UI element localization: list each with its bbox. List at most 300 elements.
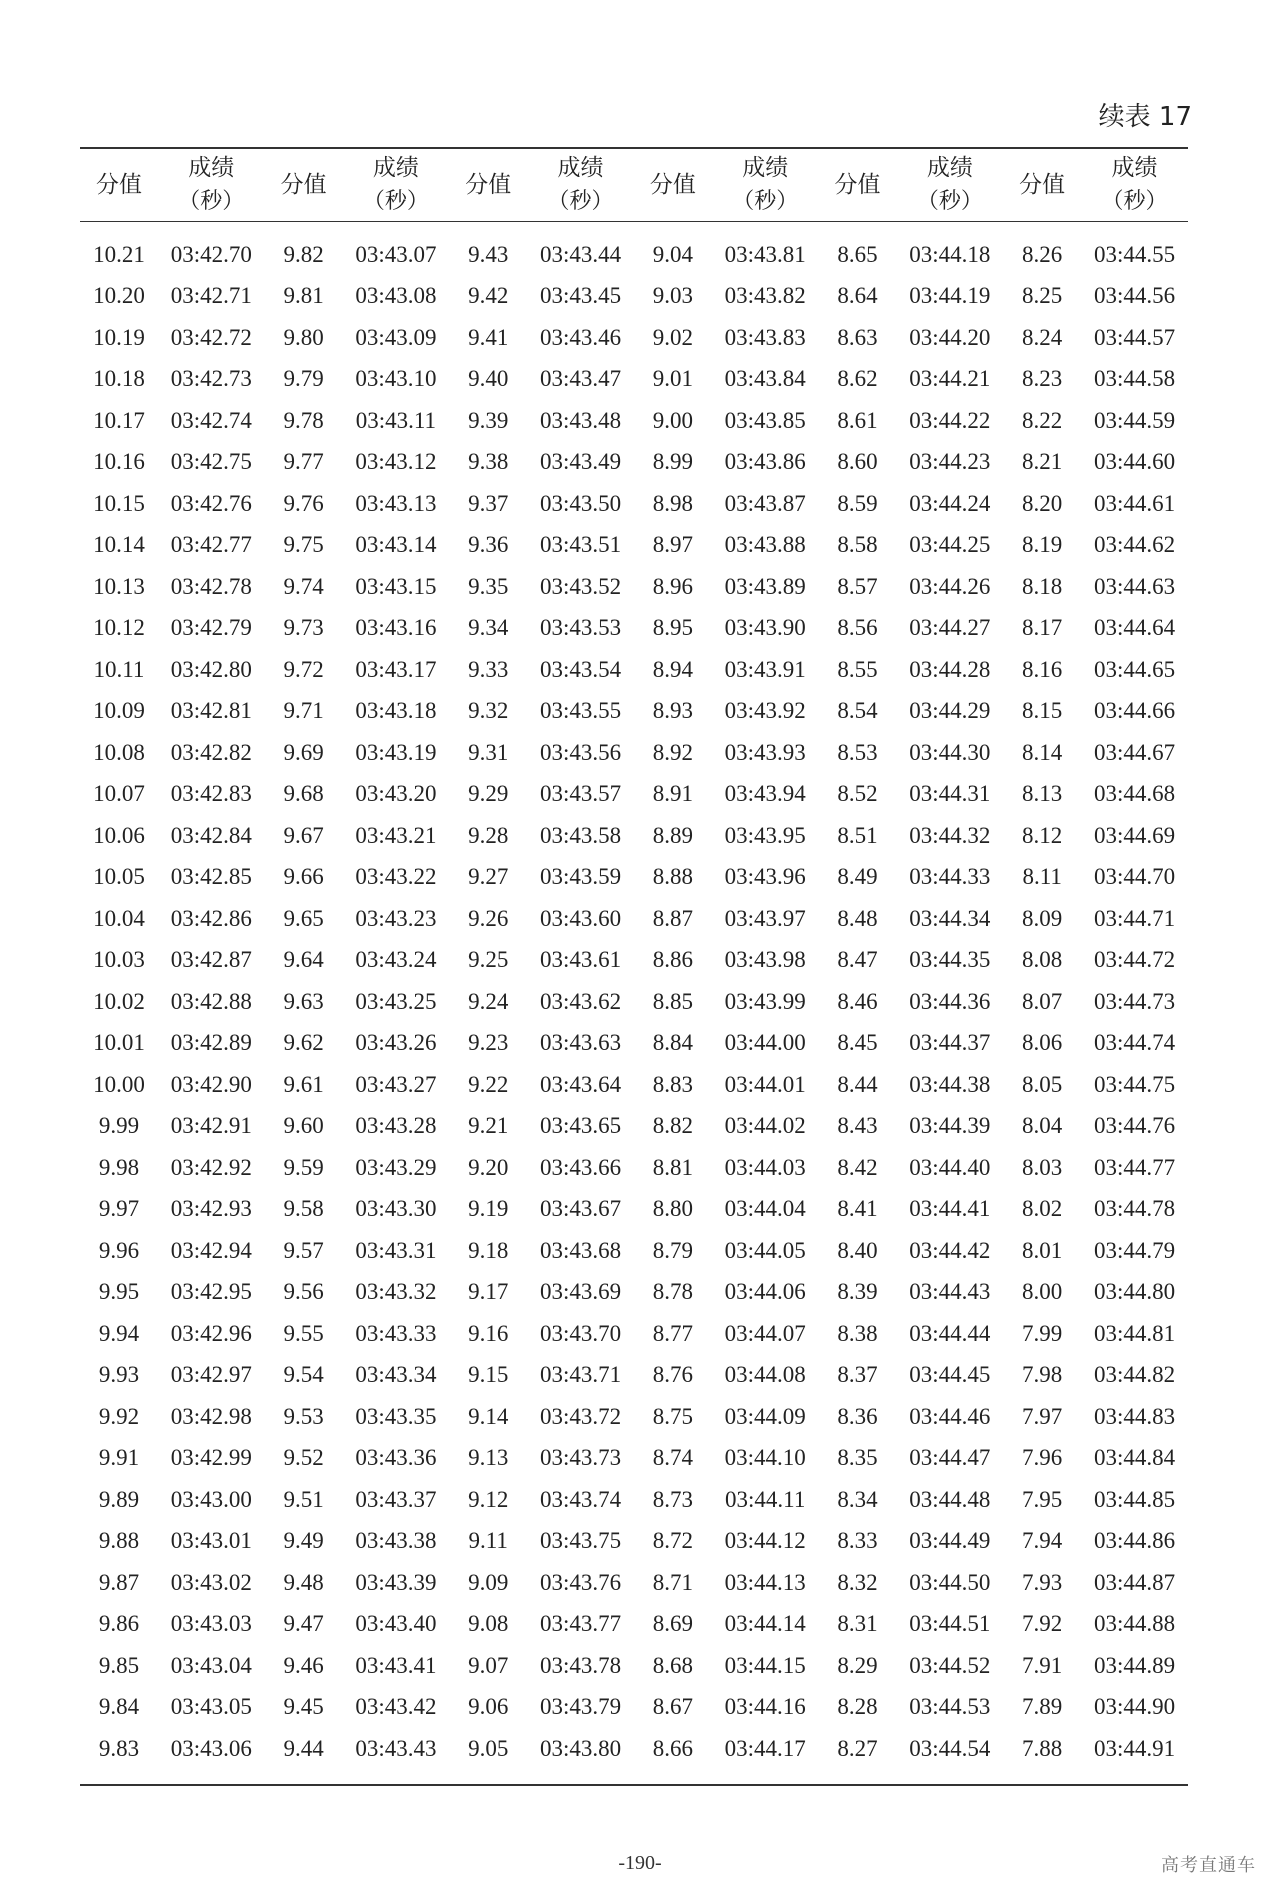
time-cell: 03:44.47 — [909, 1445, 991, 1471]
time-cell: 03:43.21 — [355, 822, 437, 848]
table-row — [80, 1562, 1188, 1604]
time-cell: 03:42.93 — [170, 1196, 252, 1222]
score-cell: 9.00 — [652, 407, 693, 433]
score-cell: 10.18 — [93, 366, 145, 392]
time-cell: 03:44.62 — [1093, 532, 1176, 558]
time-cell: 03:44.51 — [909, 1611, 991, 1637]
score-cell: 10.06 — [93, 822, 145, 848]
score-cell: 8.74 — [652, 1445, 693, 1471]
time-cell: 03:44.86 — [1093, 1528, 1176, 1554]
time-cell: 03:44.88 — [1093, 1611, 1176, 1637]
score-cell: 9.47 — [283, 1611, 324, 1637]
time-cell: 03:44.35 — [909, 947, 991, 973]
time-cell: 03:43.44 — [539, 241, 622, 267]
time-cell: 03:43.01 — [170, 1528, 252, 1554]
score-cell: 10.17 — [93, 407, 145, 433]
table-row — [80, 1023, 1188, 1065]
time-cell: 03:42.73 — [170, 366, 252, 392]
score-cell: 8.44 — [837, 1071, 878, 1097]
score-cell: 7.98 — [1022, 1362, 1063, 1388]
score-cell: 9.72 — [283, 656, 324, 682]
table-row — [80, 483, 1188, 525]
score-cell: 8.82 — [652, 1113, 693, 1139]
score-cell: 9.03 — [652, 283, 693, 309]
table-row — [80, 1272, 1188, 1314]
score-cell: 8.08 — [1022, 947, 1063, 973]
time-cell: 03:43.12 — [355, 449, 437, 475]
score-cell: 9.48 — [283, 1569, 324, 1595]
time-cell: 03:43.50 — [539, 490, 622, 516]
time-cell: 03:44.20 — [909, 324, 991, 350]
time-cell: 03:44.31 — [909, 781, 991, 807]
score-cell: 9.39 — [468, 407, 509, 433]
time-cell: 03:42.95 — [170, 1279, 252, 1305]
time-cell: 03:44.24 — [909, 490, 991, 516]
score-cell: 9.99 — [98, 1113, 140, 1139]
time-cell: 03:44.61 — [1093, 490, 1176, 516]
time-cell: 03:43.60 — [539, 905, 622, 931]
header-unit: （秒） — [732, 189, 799, 214]
score-cell: 9.38 — [468, 449, 509, 475]
score-cell: 9.09 — [468, 1569, 509, 1595]
time-cell: 03:43.20 — [355, 781, 437, 807]
table-row — [80, 276, 1188, 318]
time-cell: 03:43.32 — [355, 1279, 437, 1305]
time-cell: 03:43.43 — [355, 1735, 437, 1761]
score-cell: 10.21 — [93, 241, 145, 267]
time-cell: 03:43.04 — [170, 1652, 252, 1678]
time-cell: 03:43.25 — [355, 988, 437, 1014]
time-cell: 03:44.18 — [909, 241, 991, 267]
score-cell: 9.68 — [283, 781, 324, 807]
time-cell: 03:43.23 — [355, 905, 437, 931]
score-cell: 8.96 — [652, 573, 693, 599]
time-cell: 03:42.74 — [170, 407, 252, 433]
score-cell: 9.75 — [283, 532, 324, 558]
score-cell: 9.04 — [652, 241, 693, 267]
time-cell: 03:43.70 — [539, 1320, 622, 1346]
score-cell: 10.12 — [93, 615, 145, 641]
time-cell: 03:44.78 — [1093, 1196, 1176, 1222]
table-row — [80, 898, 1188, 940]
header-score — [265, 148, 343, 222]
score-cell: 8.72 — [652, 1528, 693, 1554]
score-cell: 9.16 — [468, 1320, 509, 1346]
time-cell: 03:44.41 — [909, 1196, 991, 1222]
time-cell: 03:43.09 — [355, 324, 437, 350]
time-cell: 03:44.48 — [909, 1486, 991, 1512]
score-cell: 9.44 — [283, 1735, 324, 1761]
score-cell: 9.89 — [98, 1486, 140, 1512]
score-cell: 9.45 — [283, 1694, 324, 1720]
score-cell: 8.18 — [1022, 573, 1063, 599]
time-cell: 03:44.84 — [1093, 1445, 1176, 1471]
time-cell: 03:43.63 — [539, 1030, 622, 1056]
time-cell: 03:44.59 — [1093, 407, 1176, 433]
table-row — [80, 1189, 1188, 1231]
time-cell: 03:42.82 — [170, 739, 252, 765]
score-cell: 9.23 — [468, 1030, 509, 1056]
score-cell: 10.19 — [93, 324, 145, 350]
time-cell: 03:44.80 — [1093, 1279, 1176, 1305]
score-cell: 9.87 — [98, 1569, 140, 1595]
score-cell: 8.77 — [652, 1320, 693, 1346]
score-cell: 10.09 — [93, 698, 145, 724]
score-cell: 8.83 — [652, 1071, 693, 1097]
score-cell: 8.60 — [837, 449, 878, 475]
time-cell: 03:42.84 — [170, 822, 252, 848]
table-row — [80, 317, 1188, 359]
table-row — [80, 1147, 1188, 1189]
score-cell: 8.17 — [1022, 615, 1063, 641]
score-cell: 9.19 — [468, 1196, 509, 1222]
time-cell: 03:43.80 — [539, 1735, 622, 1761]
score-cell: 9.57 — [283, 1237, 324, 1263]
score-cell: 9.06 — [468, 1694, 509, 1720]
score-cell: 9.78 — [283, 407, 324, 433]
table-row — [80, 940, 1188, 982]
time-cell: 03:43.02 — [170, 1569, 252, 1595]
table-row — [80, 1645, 1188, 1687]
score-cell: 9.49 — [283, 1528, 324, 1554]
score-cell: 8.33 — [837, 1528, 878, 1554]
score-cell: 8.46 — [837, 988, 878, 1014]
score-cell: 7.92 — [1022, 1611, 1063, 1637]
score-cell: 9.59 — [283, 1154, 324, 1180]
time-cell: 03:43.77 — [539, 1611, 622, 1637]
score-cell: 7.88 — [1022, 1735, 1063, 1761]
score-table — [80, 147, 1188, 1786]
score-cell: 9.91 — [98, 1445, 140, 1471]
time-cell: 03:44.23 — [909, 449, 991, 475]
header-score — [80, 148, 158, 222]
time-cell: 03:44.22 — [909, 407, 991, 433]
page-number: -190- — [618, 1852, 662, 1874]
time-cell: 03:43.53 — [539, 615, 622, 641]
score-cell: 8.76 — [652, 1362, 693, 1388]
header-time — [343, 148, 450, 222]
score-cell: 9.42 — [468, 283, 509, 309]
score-cell: 8.56 — [837, 615, 878, 641]
time-cell: 03:44.77 — [1093, 1154, 1176, 1180]
time-cell: 03:42.98 — [170, 1403, 252, 1429]
time-cell: 03:43.76 — [539, 1569, 622, 1595]
score-cell: 9.86 — [98, 1611, 140, 1637]
score-cell: 9.27 — [468, 864, 509, 890]
score-cell: 8.28 — [837, 1694, 878, 1720]
score-cell: 8.36 — [837, 1403, 878, 1429]
score-cell: 9.65 — [283, 905, 324, 931]
time-cell: 03:43.14 — [355, 532, 437, 558]
time-cell: 03:43.68 — [539, 1237, 622, 1263]
header-label: 成绩 — [372, 155, 419, 181]
time-cell: 03:43.39 — [355, 1569, 437, 1595]
score-cell: 8.93 — [652, 698, 693, 724]
score-cell: 8.54 — [837, 698, 878, 724]
score-cell: 10.02 — [93, 988, 145, 1014]
time-cell: 03:42.80 — [170, 656, 252, 682]
score-cell: 8.51 — [837, 822, 878, 848]
time-cell: 03:43.48 — [539, 407, 622, 433]
score-cell: 8.20 — [1022, 490, 1063, 516]
time-cell: 03:44.03 — [724, 1154, 806, 1180]
time-cell: 03:44.68 — [1093, 781, 1176, 807]
time-cell: 03:44.50 — [909, 1569, 991, 1595]
score-cell: 8.62 — [837, 366, 878, 392]
score-cell: 8.75 — [652, 1403, 693, 1429]
score-cell: 9.18 — [468, 1237, 509, 1263]
time-cell: 03:43.83 — [724, 324, 806, 350]
score-cell: 10.04 — [93, 905, 145, 931]
time-cell: 03:44.66 — [1093, 698, 1176, 724]
header-label: 分值 — [649, 172, 696, 198]
time-cell: 03:43.98 — [724, 947, 806, 973]
time-cell: 03:43.33 — [355, 1320, 437, 1346]
time-cell: 03:44.75 — [1093, 1071, 1176, 1097]
time-cell: 03:42.79 — [170, 615, 252, 641]
time-cell: 03:44.08 — [724, 1362, 806, 1388]
time-cell: 03:44.53 — [909, 1694, 991, 1720]
score-cell: 8.59 — [837, 490, 878, 516]
time-cell: 03:43.54 — [539, 656, 622, 682]
score-cell: 8.86 — [652, 947, 693, 973]
time-cell: 03:43.45 — [539, 283, 622, 309]
score-cell: 8.42 — [837, 1154, 878, 1180]
score-cell: 9.36 — [468, 532, 509, 558]
time-cell: 03:43.81 — [724, 241, 806, 267]
score-cell: 9.76 — [283, 490, 324, 516]
score-cell: 8.24 — [1022, 324, 1063, 350]
score-cell: 8.25 — [1022, 283, 1063, 309]
score-cell: 9.01 — [652, 366, 693, 392]
score-cell: 9.29 — [468, 781, 509, 807]
header-unit: （秒） — [547, 189, 614, 214]
score-cell: 8.16 — [1022, 656, 1063, 682]
table-row — [80, 1687, 1188, 1729]
time-cell: 03:43.29 — [355, 1154, 437, 1180]
table-row — [80, 1230, 1188, 1272]
time-cell: 03:42.75 — [170, 449, 252, 475]
time-cell: 03:43.87 — [724, 490, 806, 516]
time-cell: 03:44.60 — [1093, 449, 1176, 475]
score-cell: 7.97 — [1022, 1403, 1063, 1429]
time-cell: 03:44.90 — [1093, 1694, 1176, 1720]
time-cell: 03:43.49 — [539, 449, 622, 475]
time-cell: 03:43.00 — [170, 1486, 252, 1512]
time-cell: 03:44.56 — [1093, 283, 1176, 309]
score-cell: 8.71 — [652, 1569, 693, 1595]
time-cell: 03:43.24 — [355, 947, 437, 973]
score-cell: 9.43 — [468, 241, 509, 267]
time-cell: 03:42.89 — [170, 1030, 252, 1056]
score-cell: 9.53 — [283, 1403, 324, 1429]
score-cell: 8.91 — [652, 781, 693, 807]
time-cell: 03:43.69 — [539, 1279, 622, 1305]
time-cell: 03:42.99 — [170, 1445, 252, 1471]
time-cell: 03:44.00 — [724, 1030, 806, 1056]
score-cell: 9.93 — [98, 1362, 140, 1388]
time-cell: 03:42.94 — [170, 1237, 252, 1263]
time-cell: 03:43.36 — [355, 1445, 437, 1471]
header-label: 成绩 — [926, 155, 973, 181]
time-cell: 03:43.85 — [724, 407, 806, 433]
score-cell: 8.79 — [652, 1237, 693, 1263]
score-cell: 10.13 — [93, 573, 145, 599]
table-row — [80, 359, 1188, 401]
score-cell: 9.24 — [468, 988, 509, 1014]
time-cell: 03:42.78 — [170, 573, 252, 599]
score-cell: 8.81 — [652, 1154, 693, 1180]
score-cell: 8.34 — [837, 1486, 878, 1512]
time-cell: 03:44.15 — [724, 1652, 806, 1678]
time-cell: 03:44.57 — [1093, 324, 1176, 350]
header-label: 成绩 — [742, 155, 789, 181]
score-cell: 9.08 — [468, 1611, 509, 1637]
time-cell: 03:43.78 — [539, 1652, 622, 1678]
score-cell: 9.84 — [98, 1694, 140, 1720]
time-cell: 03:43.82 — [724, 283, 806, 309]
score-cell: 9.96 — [98, 1237, 140, 1263]
time-cell: 03:44.16 — [724, 1694, 806, 1720]
time-cell: 03:43.97 — [724, 905, 806, 931]
score-cell: 9.02 — [652, 324, 693, 350]
time-cell: 03:44.06 — [724, 1279, 806, 1305]
time-cell: 03:44.04 — [724, 1196, 806, 1222]
score-cell: 9.56 — [283, 1279, 324, 1305]
score-cell: 9.62 — [283, 1030, 324, 1056]
time-cell: 03:42.83 — [170, 781, 252, 807]
score-cell: 7.91 — [1022, 1652, 1063, 1678]
score-cell: 9.35 — [468, 573, 509, 599]
watermark: 高考直通车 — [1161, 1855, 1256, 1876]
score-cell: 9.31 — [468, 739, 509, 765]
score-cell: 9.55 — [283, 1320, 324, 1346]
time-cell: 03:43.99 — [724, 988, 806, 1014]
time-cell: 03:44.13 — [724, 1569, 806, 1595]
table-row — [80, 400, 1188, 442]
score-cell: 9.94 — [98, 1320, 140, 1346]
time-cell: 03:44.79 — [1093, 1237, 1176, 1263]
score-cell: 9.05 — [468, 1735, 509, 1761]
time-cell: 03:43.74 — [539, 1486, 622, 1512]
score-cell: 7.96 — [1022, 1445, 1063, 1471]
score-cell: 8.43 — [837, 1113, 878, 1139]
score-cell: 8.95 — [652, 615, 693, 641]
table-row — [80, 222, 1188, 276]
time-cell: 03:44.52 — [909, 1652, 991, 1678]
time-cell: 03:43.86 — [724, 449, 806, 475]
time-cell: 03:44.67 — [1093, 739, 1176, 765]
score-cell: 8.88 — [652, 864, 693, 890]
score-cell: 8.68 — [652, 1652, 693, 1678]
score-cell: 9.28 — [468, 822, 509, 848]
score-cell: 10.08 — [93, 739, 145, 765]
time-cell: 03:42.86 — [170, 905, 252, 931]
score-cell: 9.83 — [98, 1735, 140, 1761]
table-row — [80, 566, 1188, 608]
score-cell: 10.07 — [93, 781, 145, 807]
time-cell: 03:44.55 — [1093, 241, 1176, 267]
time-cell: 03:44.30 — [909, 739, 991, 765]
score-cell: 8.35 — [837, 1445, 878, 1471]
score-cell: 9.34 — [468, 615, 509, 641]
score-cell: 8.11 — [1022, 864, 1062, 890]
table-row — [80, 1521, 1188, 1563]
time-cell: 03:44.65 — [1093, 656, 1176, 682]
time-cell: 03:43.03 — [170, 1611, 252, 1637]
score-cell: 8.15 — [1022, 698, 1063, 724]
score-cell: 8.12 — [1022, 822, 1063, 848]
score-cell: 9.22 — [468, 1071, 509, 1097]
score-cell: 9.32 — [468, 698, 509, 724]
score-cell: 10.05 — [93, 864, 145, 890]
time-cell: 03:44.39 — [909, 1113, 991, 1139]
score-cell: 9.11 — [468, 1528, 508, 1554]
time-cell: 03:42.70 — [170, 241, 252, 267]
table-row — [80, 815, 1188, 857]
score-cell: 8.67 — [652, 1694, 693, 1720]
score-cell: 8.01 — [1022, 1237, 1063, 1263]
time-cell: 03:44.11 — [725, 1486, 806, 1512]
time-cell: 03:42.85 — [170, 864, 252, 890]
time-cell: 03:44.69 — [1093, 822, 1176, 848]
score-cell: 9.60 — [283, 1113, 324, 1139]
table-row — [80, 1396, 1188, 1438]
score-cell: 10.00 — [93, 1071, 145, 1097]
time-cell: 03:43.34 — [355, 1362, 437, 1388]
time-cell: 03:43.31 — [355, 1237, 437, 1263]
time-cell: 03:43.93 — [724, 739, 806, 765]
time-cell: 03:43.07 — [355, 241, 437, 267]
score-cell: 8.47 — [837, 947, 878, 973]
score-cell: 9.66 — [283, 864, 324, 890]
score-cell: 8.27 — [837, 1735, 878, 1761]
score-cell: 9.74 — [283, 573, 324, 599]
time-cell: 03:43.11 — [355, 407, 437, 433]
time-cell: 03:44.14 — [724, 1611, 806, 1637]
time-cell: 03:44.17 — [724, 1735, 806, 1761]
score-cell: 8.13 — [1022, 781, 1063, 807]
time-cell: 03:44.27 — [909, 615, 991, 641]
time-cell: 03:44.45 — [909, 1362, 991, 1388]
score-cell: 8.26 — [1022, 241, 1063, 267]
score-cell: 7.93 — [1022, 1569, 1063, 1595]
score-cell: 9.95 — [98, 1279, 140, 1305]
time-cell: 03:44.37 — [909, 1030, 991, 1056]
time-cell: 03:42.91 — [170, 1113, 252, 1139]
score-cell: 8.04 — [1022, 1113, 1063, 1139]
time-cell: 03:43.65 — [539, 1113, 622, 1139]
time-cell: 03:44.76 — [1093, 1113, 1176, 1139]
score-cell: 8.57 — [837, 573, 878, 599]
time-cell: 03:43.57 — [539, 781, 622, 807]
time-cell: 03:43.66 — [539, 1154, 622, 1180]
table-row — [80, 691, 1188, 733]
header-label: 成绩 — [188, 155, 235, 181]
time-cell: 03:43.95 — [724, 822, 806, 848]
score-cell: 9.51 — [283, 1486, 324, 1512]
time-cell: 03:44.12 — [724, 1528, 806, 1554]
score-cell: 8.73 — [652, 1486, 693, 1512]
score-cell: 9.92 — [98, 1403, 140, 1429]
score-cell: 9.20 — [468, 1154, 509, 1180]
score-cell: 10.20 — [93, 283, 145, 309]
score-cell: 9.88 — [98, 1528, 140, 1554]
header-unit: （秒） — [362, 189, 429, 214]
header-time — [896, 148, 1003, 222]
score-cell: 9.17 — [468, 1279, 509, 1305]
score-cell: 9.21 — [468, 1113, 509, 1139]
